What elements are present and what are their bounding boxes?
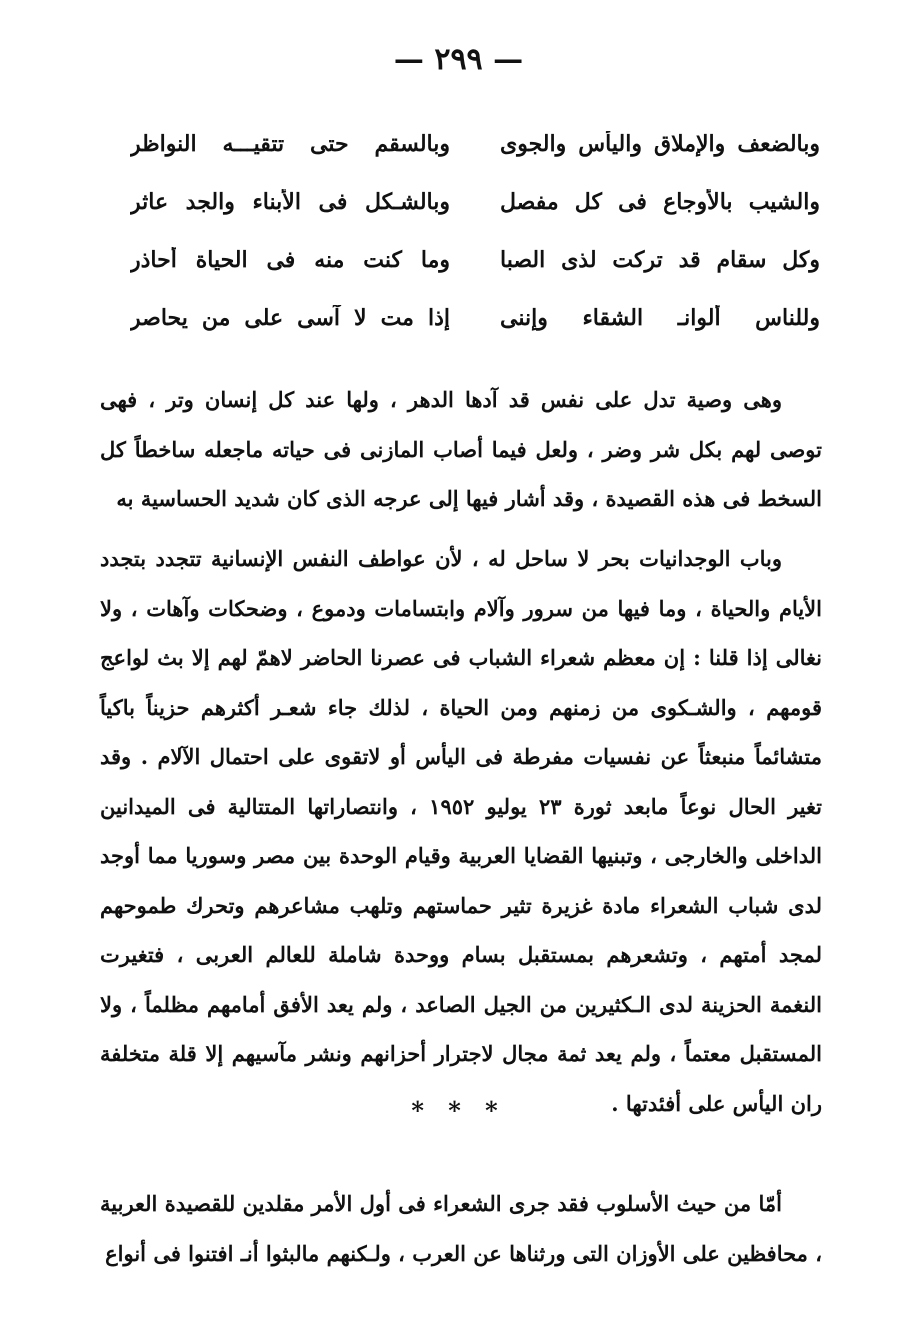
verse-1 [130,115,820,173]
section-separator: * * * [411,1096,506,1125]
verse-2 [130,173,820,231]
page-number: — ٢٩٩ — [393,42,524,77]
verse-4-first-hemistich: وللناس ألوانـ الشقاء وإننى [500,305,820,331]
verse-3 [130,231,820,289]
verse-4 [130,289,820,347]
verse-2-second-hemistich: وبالشـكل فى الأبناء والجد عاثر [130,189,450,215]
paragraph-1: وهى وصية تدل على نفس قد آدها الدهر ، ولها عند كل إنسان وتر ، فهى توصى لهم بكل شر وضر ، ولعل فيما أصاب المازنى فى حياته ماجعله ساخطاً كل السخط فى هذه القصيدة ، وقد أشار فيها إلى عرجه الذى كان شديد الحساسية به [100,387,822,511]
paragraph-2: وباب الوجدانيات بحر لا ساحل له ، لأن عواطف النفس الإنسانية تتجدد بتجدد الأيام والحياة ، وما فيها من سرور وآلام وابتسامات ودموع ، وضحكات وآهات ، ولا نغالى إذا قلنا : إن معظم شعراء الشباب فى عصرنا الحاضر لاهمّ لهم إلا بث لواعج قومهم ، والشـكوى من زمنهم ومن الحياة ، لذلك جاء شعـر أكثرهم حزيناً باكياً متشائماً منبعثاً عن نفسيات مفرطة فى اليأس أو لاتقوى على احتمال الآلام . وقد تغير الحال نوعاً مابعد ثورة ٢٣ يوليو ١٩٥٢ ، وانتصاراتها المتتالية فى الميدانين الداخلى والخارجى ، وتبنيها القضايا العربية وقيام الوحدة بين مصر وسوريا مما أوجد لدى شباب الشعراء مادة غزيرة تثير حماستهم وتلهب مشاعرهم وتحرك طموحهم لمجد أمتهم ، وتشعرهم بمستقبل بسام ووحدة شاملة للعالم العربى ، فتغيرت النغمة الحزينة لدى الـكثيرين من الجيل الصاعد ، ولم يعد الأفق أمامهم مظلماً ، ولا المستقبل معتماً ، ولم يعد ثمة مجال لاجترار أحزانهم ونشر مآسيهم إلا قلة متخلفة ران اليأس على أفئدتها . [100,546,822,1116]
paragraph-3: أمّا من حيث الأسلوب فقد جرى الشعراء فى أول الأمر مقلدين للقصيدة العربية ، محافظين على الأوزان التى ورثناها عن العرب ، ولـكنهم مالبثوا أنـ افتنوا فى أنواع [100,1191,822,1266]
verse-3-second-hemistich: وما كنت منه فى الحياة أحاذر [130,247,450,273]
poem-verses [130,115,820,347]
verse-1-second-hemistich: وبالسقم حتى تتقيـــه النواظر [130,131,450,157]
verse-1-first-hemistich: وبالضعف والإملاق واليأس والجوى [500,131,820,157]
verse-2-first-hemistich: والشيب بالأوجاع فى كل مفصل [500,189,820,215]
verse-3-first-hemistich: وكل سقام قد تركت لذى الصبا [500,247,820,273]
verse-4-second-hemistich: إذا مت لا آسى على من يحاصر [130,305,450,331]
